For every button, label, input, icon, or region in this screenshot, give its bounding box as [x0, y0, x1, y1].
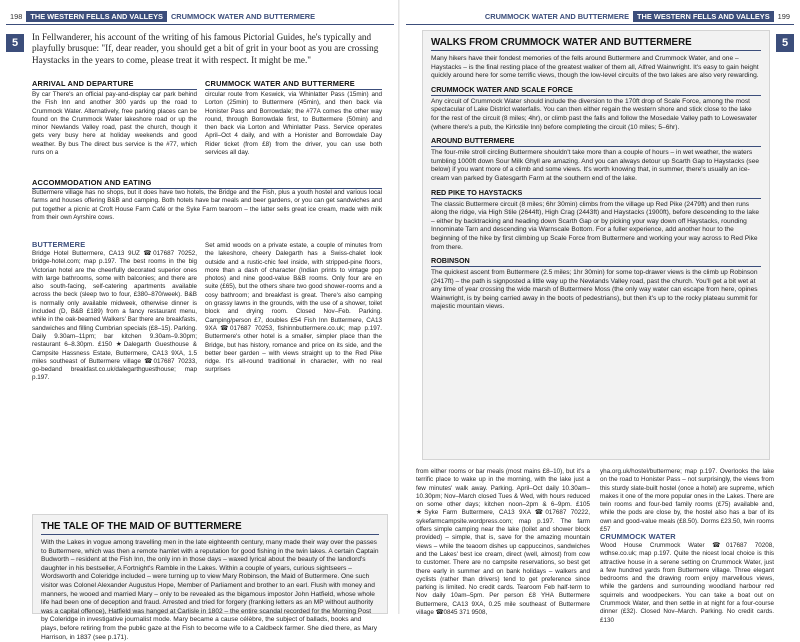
- maid-box-title: THE TALE OF THE MAID OF BUTTERMERE: [41, 521, 379, 535]
- walk-text-scale-force: Any circuit of Crummock Water should include the diversion to the 170ft drop of Scale Force, among the most spectacular of Lake District waterfalls. You can then either regain the western shore and stick close to the lake for the rest of the circuit (8 miles; 4hr), or climb past the falls and follow the Mosedale Valley path to Loweswater (where there's a pub, the Kirkstile Inn) before completing the circuit (10 miles; 5–6hr).: [431, 97, 758, 131]
- crummock-water-text: Wood House Crummock Water ☎017687 70208, wdhse.co.uk; map p.197. Quite the nicest local choice is this attractive house in a serene setting on Crummock Water, just a few hundred yards from Buttermere village. Three elegant bedrooms and the drawing room enjoy marvellous views, while the gardens and surrounding woodland harbour red squirrels and woodpeckers. You can take a boat out on Crummock Water, and then settle in at night for a four-course dinner (£32). Closed Nov–March. Parking. No credit cards. £130: [600, 542, 774, 624]
- walk-text-red-pike: The classic Buttermere circuit (8 miles; 6hr 30min) climbs from the village up Red Pike (2479ft) and then runs along the ridge, via High Stile (2644ft), High Crag (2443ft) and Haystacks (1900ft), before descending to the lake – either by backtracking and heading down Scarth Gap or by picking your way down off Haystacks, rounding Innominate Tarn and descending via Warnscale Bottom. For a fuller experience, add another hour to the beginning of the hike by first climbing up Scale Force from Buttermere and working your way across to Red Pike from there.: [431, 200, 760, 251]
- maid-box-text: With the Lakes in vogue among travelling men in the late eighteenth century, many made their way over the passes to Buttermere, which was then a remote hamlet with a reputation for good fishing in the twin lakes. A certain Captain Budworth – resident at the Fish Inn, the only inn in those days – waxed lyrical about the beauty of the landlord's daughter in his bestseller, A Fortnight's Ramble in the Lakes. Within a couple of years, curious sightseers – Wordsworth and Coleridge included – were turning up to view Mary Robinson, the Maid of Buttermere. One such visitor was Colonel Alexander Augustus Hope, Member of Parliament and brother to an earl. Flush with money and manners, he wooed and married Mary – only to be revealed as the bigamous impostor John Hatfield, whose whole life had been one of deception and fraud. Arrested and tried for forgery (franking letters as an MP without authority was a capital offence), Hatfield was hanged at Carlisle in 1802 – the entire scandal recorded for the Morning Post by Coleridge in investigative journalist mode. Mary became a cause célèbre, the subject of ballads, books and plays, before retiring from the public gaze at the Fish to become wife to a Caldbeck farmer. She died there, as Mary Harrison, in 1837 (see p.171).: [41, 539, 379, 641]
- buttermere-col1: Bridge Hotel Buttermere, CA13 9UZ ☎017687 70252, bridge-hotel.com; map p.197. The best rooms in the big Victorian hotel are the cheerfully decorated superior ones with large bathrooms, some with balconies; and there are also south-facing, self-catering apartments available across the beck (sleep two to four, £380–870/week). B&B is normally only available midweek, otherwise dinner is included (D, B&B £189) from a fancy restaurant menu, while in the oak-beamed Walkers' Bar there are breakfasts, sandwiches and filling Cumbrian specials (£8–15). Parking. Daily 9.30am–11pm; bar kitchen 9.30am–9.30pm; restaurant 6–8.30pm. £150 ★Dalegarth Guesthouse & Campsite Hassness Estate, Buttermere, CA13 9XA, 1.5 miles southeast of Buttermere village ☎017687 70233, go-bedand breakfast.co.uk/dalegarthguesthouse; map p.197.: [32, 250, 197, 382]
- right-running-header: [481, 10, 794, 22]
- accommodation-heading: ACCOMMODATION AND EATING: [32, 178, 382, 189]
- walk-heading-robinson: ROBINSON: [431, 256, 761, 267]
- crummock-water-heading: CRUMMOCK WATER: [600, 532, 676, 541]
- buttermere-heading: BUTTERMERE: [32, 240, 86, 249]
- arrival-heading: ARRIVAL AND DEPARTURE: [32, 79, 197, 90]
- crummock-col-heading: CRUMMOCK WATER AND BUTTERMERE: [205, 79, 382, 90]
- left-page-number: 198: [10, 11, 23, 21]
- intro-paragraph: In Fellwanderer, his account of the writing of his famous Pictorial Guides, he's typically and playfully brusque: "If, dear reader, you should get a bit of grit in your boot as you are crossing Haystacks in the years to come, please treat it with respect. It might be me.": [32, 32, 379, 65]
- right-page-number: 199: [777, 11, 790, 21]
- walks-box: [422, 30, 770, 460]
- right-page: [400, 0, 800, 624]
- right-col1-text: from either rooms or bar meals (most mains £8–10), but it's a terrific place to wake up in the morning, with the lake just a few minutes' walk away. Parking. April–Oct daily 10.30am–10.30pm; Nov–March closed Tues & Wed, with hours reduced on some other days; kitchen noon–2pm & 6–9pm. £105 ★Syke Farm Buttermere, CA13 9XA ☎017687 70222, sykefarmcampsite.wordpress.com; map p.197. The farm offers simple camping near the lake (toilet and shower block provided) – simple, that is, save for the amazing mountain views – while the teaoom dishes up cappuccinos, sandwiches and the Lakes' best ice cream, direct (well, almost) from cow to customer. There are no campsite reservations, so best get there early in summer and on bank holidays – walkers and cyclists (rather than drivers) tend to get preference since parking is limited. No credit cards. Tearoom Feb half-term to Nov daily 10am–5pm. Per person £8 YHA Buttermere Buttermere, CA13 9XA, 0.25 mile southeast of Buttermere village ☎0845 371 9508,: [416, 468, 590, 617]
- right-header-sub: CRUMMOCK WATER AND BUTTERMERE: [484, 11, 630, 21]
- buttermere-col2: Set amid woods on a private estate, a couple of minutes from the lakeshore, cheery Dalegarth has a Swiss-chalet look outside and a rustic-chic feel inside, with stripped-pine floors, more than a dash of character (Indian prints to vintage pop photos) and nine good-value B&B rooms. Only four are en suite (£65), but the others share two good shower-rooms and a cosy bathroom; and breakfast is great. There's also camping on grassy lawns in the grounds, with the use of a shower, toilet block and drying room. Closed Nov–Feb. Parking. Camping/person £7, doubles £54 Fish Inn Buttermere, CA13 9XA ☎017687 70253, fishinnbuttermere.co.uk; map p.197. Buttermere's other hotel is a smaller, simpler place than the Bridge, but has history, romance and price on its side, and the better beer garden – with views straight up to the Red Pike ridge. It's all-round traditional in character, with no real surprises: [205, 242, 382, 374]
- right-header-bar: THE WESTERN FELLS AND VALLEYS: [633, 11, 774, 22]
- walks-intro: Many hikers have their fondest memories of the fells around Buttermere and Crummock Water, and one – Haystacks – is the final resting place of the greatest walker of them all, Alfred Wainwright. It's easy to gain height quickly around here for some terrific views, though the low-level circuits of the two lakes are also very rewarding.: [431, 55, 759, 80]
- right-col2-text: yha.org.uk/hostel/buttermere; map p.197. Overlooks the lake on the road to Honister Pass – not surprisingly, the views from this sturdy slate-built hostel (once a hotel) are supreme, which makes it one of the more popular ones in the Lakes. There are twin rooms and four-bed family rooms (£75) available and, while the pods are close by, the hostel also has a bar of its own and good-value meals (£8.50). Dorms £23.50, twin rooms £57: [600, 468, 774, 534]
- walk-heading-red-pike: RED PIKE TO HAYSTACKS: [431, 188, 761, 199]
- walks-box-title: WALKS FROM CRUMMOCK WATER AND BUTTERMERE: [431, 37, 761, 51]
- walk-text-robinson: The quickest ascent from Buttermere (2.5 miles; 1hr 30min) for some top-drawer views is the climb up Robinson (2417ft) – the path is signposted a little way up the Newlands Valley road, past the church. You'll get a bit wet at any time of year crossing the wide marsh of Buttermere Moss (the only way water can escape from here, opines Wainwright, is by being carried away in the boots of pedestrians), but then it's up to the rocky plateau summit for majestic mountain views.: [431, 269, 758, 311]
- left-chapter-tab: 5: [6, 34, 24, 52]
- left-page: [0, 0, 400, 641]
- walk-heading-scale-force: CRUMMOCK WATER AND SCALE FORCE: [431, 85, 761, 96]
- left-header-bar: THE WESTERN FELLS AND VALLEYS: [26, 11, 167, 22]
- right-chapter-tab: 5: [776, 34, 794, 52]
- left-header-sub: CRUMMOCK WATER AND BUTTERMERE: [170, 11, 316, 21]
- arrival-text: By car There's an official pay-and-display car park behind the Fish Inn and another 300 yards up the road to Crummock Water. Alternatively, free parking places can be found on the Crummock Water lakeshore road or up the minor Newlands Valley road, past the church, though it gets very busy here at holiday weekends and good weather. By bus The direct bus service is the #77, which runs on a: [32, 91, 197, 157]
- left-header-rule: [6, 24, 394, 25]
- crummock-col-text: circular route from Keswick, via Whinlatter Pass (15min) and Lorton (25min) to Buttermere (45min), and then back via Honister Pass and Borrowdale; the #77A comes the other way round, through Borrowdale first, to Buttermere (50min) and then back via Lorton and Whinlatter Pass. Service operates April–Oct 4 daily, and with a Honister and Borrowdale Day Rider ticket (from £8) from the driver, you can use both services all day.: [205, 91, 382, 157]
- right-header-rule: [406, 24, 794, 25]
- left-running-header: [6, 10, 319, 22]
- maid-of-buttermere-box: [32, 514, 388, 641]
- accommodation-text: Buttermere village has no shops, but it does have two hotels, the Bridge and the Fish, plus a youth hostel and various local farms and houses offering B&B and camping. Both hotels have bar meals and beer gardens, or you can get sandwiches and put together a picnic at Croft House Farm Café or the Syke Farm tearoom – the latter sells great ice cream, made with milk from their own Ayrshire cows.: [32, 189, 382, 221]
- walk-heading-around-buttermere: AROUND BUTTERMERE: [431, 136, 761, 147]
- walk-text-around-buttermere: The four-mile stroll circling Buttermere shouldn't take more than a couple of hours – in wet weather, the waters tumbling 1000ft down Sour Milk Ghyll are amazing. And you can always detour up Scarth Gap to Haystacks (see below) if you want more of a climb and some views. It's worth knowing that, in summer, there's usually an ice-cream van parked by Gatesgarth Farm at the southern end of the lake.: [431, 149, 760, 182]
